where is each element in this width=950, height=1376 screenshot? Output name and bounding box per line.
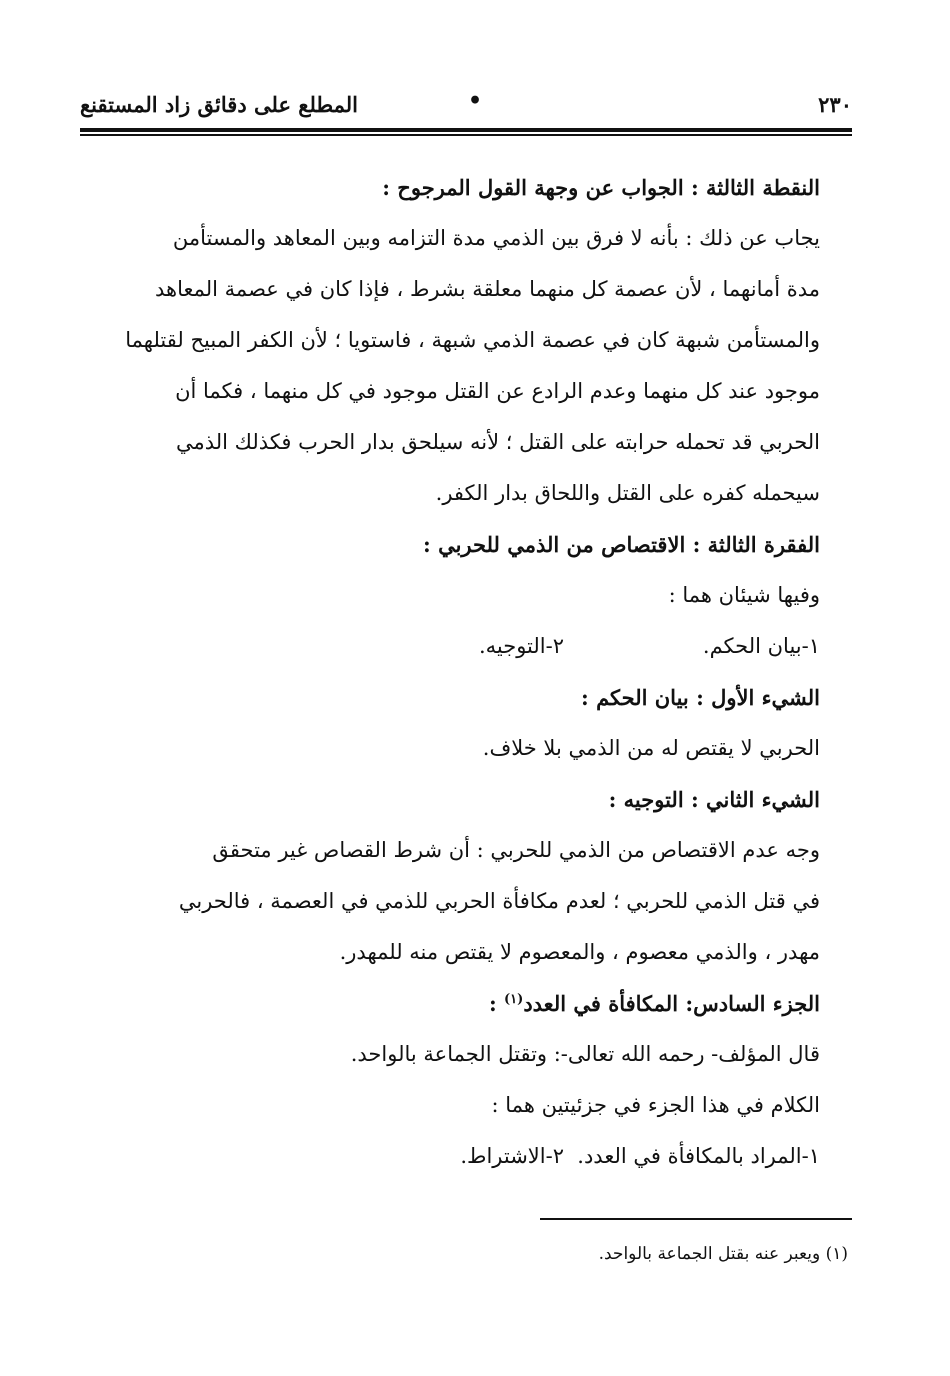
list-item: ١-المراد بالمكافأة في العدد.: [577, 1144, 820, 1168]
text-line: سيحمله كفره على القتل واللحاق بدار الكفر.: [435, 481, 820, 505]
list-item: ٢-التوجيه.: [478, 634, 564, 658]
list-two-things: [88, 621, 820, 672]
page-header: [80, 88, 852, 128]
heading-part-six: [88, 978, 820, 1029]
text-line: موجود عند كل منهما وعدم الرادع عن القتل موجود في كل منهما ، فكما أن: [175, 379, 820, 403]
text-line: الحربي قد تحمله حرابته على القتل ؛ لأنه سيلحق بدار الحرب فكذلك الذمي: [175, 430, 820, 454]
text-line: يجاب عن ذلك : بأنه لا فرق بين الذمي مدة التزامه وبين المعاهد والمستأمن: [172, 226, 820, 250]
paragraph-ruling: الحربي لا يقتص له من الذمي بلا خلاف.: [482, 736, 820, 760]
text-line: مهدر ، والذمي معصوم ، والمعصوم لا يقتص منه للمهدر.: [339, 940, 820, 964]
heading-second-thing: الشيء الثاني : التوجيه :: [608, 787, 820, 812]
footnote: (١) ويعبر عنه بقتل الجماعة بالواحد.: [598, 1244, 848, 1264]
list-item: ١-بيان الحكم.: [702, 634, 820, 658]
text-line: وجه عدم الاقتصاص من الذمي للحربي : أن شرط القصاص غير متحقق: [212, 838, 820, 862]
paragraph-justification: [88, 825, 820, 978]
heading-part-six-text: الجزء السادس: المكافأة في العدد: [523, 991, 820, 1016]
footnote-marker[interactable]: (١): [504, 992, 524, 1007]
heading-part-six-colon: :: [488, 991, 505, 1016]
text-line: مدة أمانهما ، لأن عصمة كل منهما معلقة بشرط ، فإذا كان في عصمة المعاهد: [155, 277, 820, 301]
footnote-separator: [540, 1218, 852, 1220]
running-title: المطلع على دقائق زاد المستقنع: [80, 92, 359, 117]
intro-two-things: وفيها شيئان هما :: [668, 583, 820, 607]
heading-first-thing: الشيء الأول : بيان الحكم :: [581, 685, 820, 710]
intro-two-parts: الكلام في هذا الجزء في جزئيتين هما :: [491, 1093, 820, 1117]
heading-paragraph-three: الفقرة الثالثة : الاقتصاص من الذمي للحربي :: [423, 532, 820, 557]
author-quote: قال المؤلف- رحمه الله تعالى-: وتقتل الجماعة بالواحد.: [350, 1042, 820, 1066]
heading-point-three: النقطة الثالثة : الجواب عن وجهة القول المرجوح :: [382, 175, 820, 200]
header-separator-dot: •: [468, 88, 483, 114]
header-rule-thin: [80, 134, 852, 136]
text-line: في قتل الذمي للحربي ؛ لعدم مكافأة الحربي للذمي في العصمة ، فالحربي: [178, 889, 820, 913]
header-rule-thick: [80, 128, 852, 132]
page-number: ٢٣٠: [818, 92, 852, 117]
list-two-parts: [88, 1131, 820, 1182]
paragraph-answer: [88, 213, 820, 519]
text-line: والمستأمن شبهة كان في عصمة الذمي شبهة ، فاستويا ؛ لأن الكفر المبيح لقتلهما: [125, 328, 820, 352]
list-item: ٢-الاشتراط.: [460, 1144, 564, 1168]
main-text: [88, 162, 820, 1182]
